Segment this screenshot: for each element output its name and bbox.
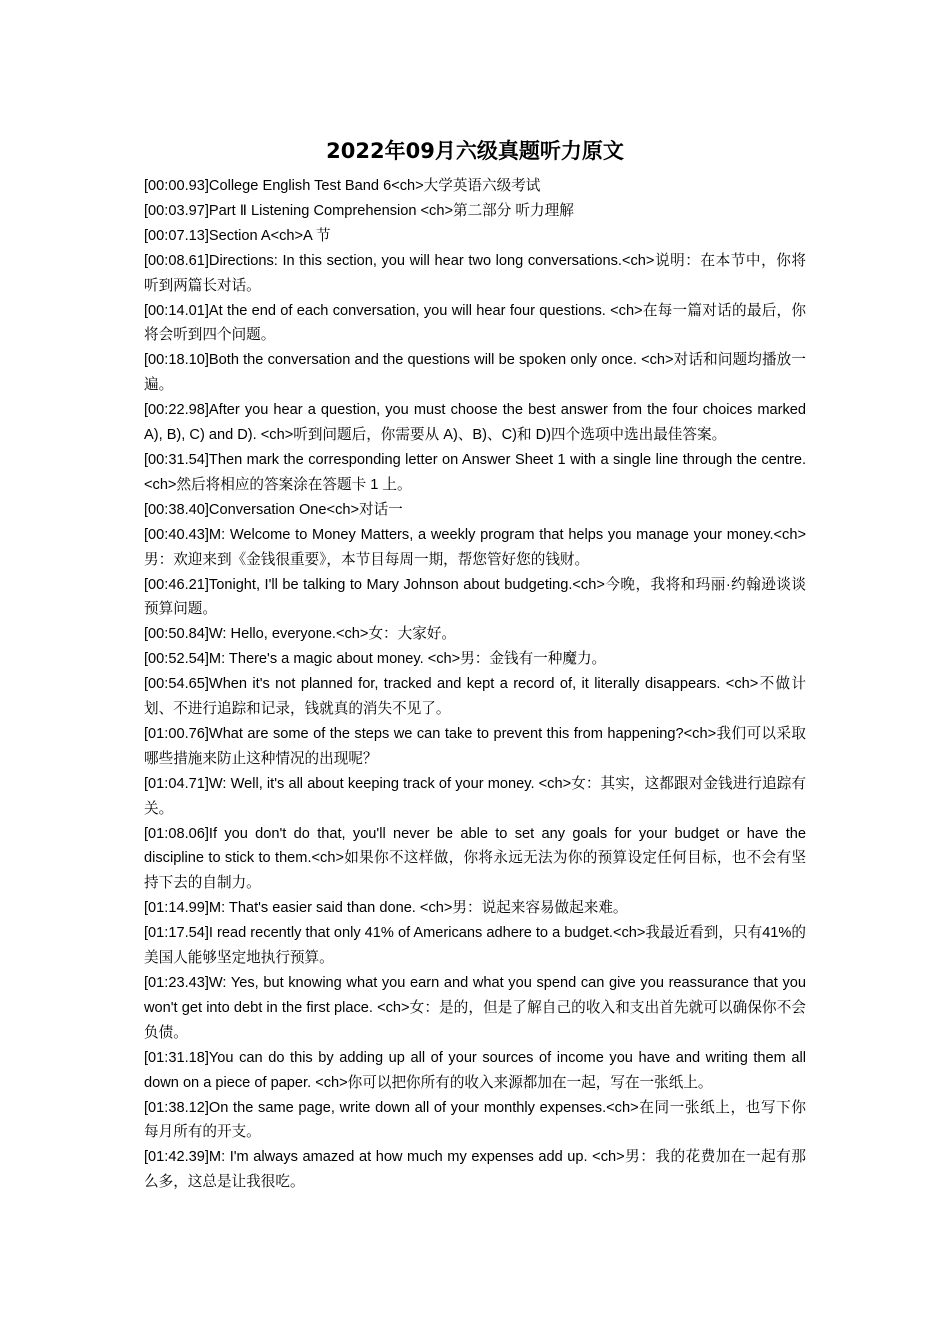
- transcript-line: [00:00.93]College English Test Band 6<ch>大学英语六级考试: [144, 178, 541, 194]
- transcript-line: [00:52.54]M: There's a magic about money. <ch>男：金钱有一种魔力。: [144, 651, 607, 668]
- transcript-line: [00:22.98]After you hear a question, you must choose the best answer from the four choices marked A), B), C) and D). <ch>听到问题后，你需要从 A)、B)、C)和 D)四个选项中选出最佳答案。: [144, 402, 806, 444]
- document-title: 2022年09月六级真题听力原文: [326, 139, 624, 163]
- transcript-line: [00:18.10]Both the conversation and the questions will be spoken only once. <ch>对话和问题均播放一遍。: [144, 352, 806, 394]
- transcript-line: [00:38.40]Conversation One<ch>对话一: [144, 501, 403, 518]
- transcript-line: [00:40.43]M: Welcome to Money Matters, a weekly program that helps you manage your money.<ch>男：欢迎来到《金钱很重要》，本节目每周一期，帮您管好您的钱财。: [144, 526, 806, 568]
- transcript-line: [01:23.43]W: Yes, but knowing what you earn and what you spend can give you reassurance that you won't get into debt in the first place. <ch>女：是的，但是了解自己的收入和支出首先就可以确保你不会负债。: [144, 975, 806, 1041]
- transcript-line: [01:42.39]M: I'm always amazed at how much my expenses add up. <ch>男：我的花费加在一起有那么多，这总是让我很吃。: [144, 1149, 806, 1191]
- transcript-body: [144, 174, 806, 1195]
- transcript-line: [00:46.21]Tonight, I'll be talking to Mary Johnson about budgeting.<ch>今晚，我将和玛丽·约翰逊谈谈预算问题。: [144, 576, 806, 618]
- transcript-line: [01:31.18]You can do this by adding up all of your sources of income you have and writing them all down on a piece of paper. <ch>你可以把你所有的收入来源都加在一起，写在一张纸上。: [144, 1049, 806, 1091]
- transcript-line: [00:03.97]Part Ⅱ Listening Comprehension <ch>第二部分 听力理解: [144, 202, 574, 219]
- transcript-line: [00:07.13]Section A<ch>A 节: [144, 227, 331, 244]
- transcript-line: [01:14.99]M: That's easier said than done. <ch>男：说起来容易做起来难。: [144, 900, 628, 917]
- transcript-line: [01:00.76]What are some of the steps we can take to prevent this from happening?<ch>我们可以采取哪些措施来防止这种情况的出现呢？: [144, 725, 806, 767]
- transcript-line: [01:08.06]If you don't do that, you'll never be able to set any goals for your budget or have the discipline to stick to them.<ch>如果你不这样做，你将永远无法为你的预算设定任何目标，也不会有坚持下去的自制力。: [144, 825, 806, 892]
- transcript-line: [01:04.71]W: Well, it's all about keeping track of your money. <ch>女：其实，这都跟对金钱进行追踪有关。: [144, 775, 806, 817]
- transcript-line: [00:31.54]Then mark the corresponding letter on Answer Sheet 1 with a single line through the centre.<ch>然后将相应的答案涂在答题卡 1 上。: [144, 451, 806, 493]
- transcript-line: [01:17.54]I read recently that only 41% of Americans adhere to a budget.<ch>我最近看到，只有41%的美国人能够坚定地执行预算。: [144, 925, 806, 967]
- transcript-line: [01:38.12]On the same page, write down all of your monthly expenses.<ch>在同一张纸上，也写下你每月所有的开支。: [144, 1099, 806, 1141]
- transcript-line: [00:08.61]Directions: In this section, you will hear two long conversations.<ch>说明：在本节中，你将听到两篇长对话。: [144, 252, 806, 294]
- transcript-line: [00:50.84]W: Hello, everyone.<ch>女：大家好。: [144, 626, 457, 643]
- transcript-line: [00:54.65]When it's not planned for, tracked and kept a record of, it literally disappears. <ch>不做计划、不进行追踪和记录，钱就真的消失不见了。: [144, 676, 806, 718]
- transcript-line: [00:14.01]At the end of each conversation, you will hear four questions. <ch>在每一篇对话的最后，你将会听到四个问题。: [144, 302, 806, 344]
